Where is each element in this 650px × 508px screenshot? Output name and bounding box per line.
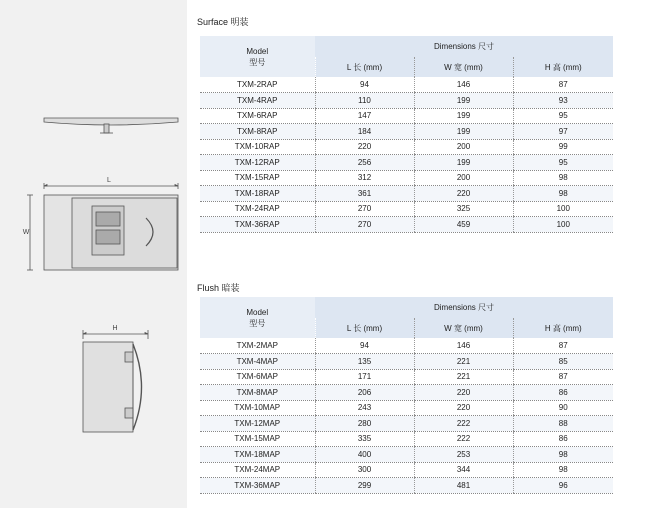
model-cell: TXM-10RAP [200, 139, 315, 155]
surface-section-title: Surface 明装 [197, 17, 249, 27]
model-cell: TXM-18RAP [200, 186, 315, 202]
table-row [200, 108, 613, 124]
dimensions-header: Dimensions 尺寸 [315, 36, 613, 57]
table-row [200, 93, 613, 109]
table-row [200, 400, 613, 416]
width-cell: 146 [414, 338, 513, 354]
width-cell: 459 [414, 217, 513, 233]
width-cell: 325 [414, 201, 513, 217]
height-cell: 85 [513, 354, 613, 370]
width-cell: 199 [414, 124, 513, 140]
model-cell: TXM-4MAP [200, 354, 315, 370]
height-cell: 98 [513, 462, 613, 478]
width-cell: 344 [414, 462, 513, 478]
height-cell: 86 [513, 385, 613, 401]
height-cell: 95 [513, 155, 613, 171]
height-cell: 98 [513, 170, 613, 186]
length-cell: 300 [315, 462, 414, 478]
length-cell: 220 [315, 139, 414, 155]
length-cell: 400 [315, 447, 414, 463]
height-cell: 97 [513, 124, 613, 140]
model-cell: TXM-2MAP [200, 338, 315, 354]
table-row [200, 354, 613, 370]
width-cell: 253 [414, 447, 513, 463]
model-cell: TXM-36MAP [200, 478, 315, 494]
model-header-cn: 型号 [249, 57, 266, 67]
table-row [200, 416, 613, 432]
table-row [200, 431, 613, 447]
model-cell: TXM-12RAP [200, 155, 315, 171]
width-cell: 222 [414, 431, 513, 447]
length-cell: 135 [315, 354, 414, 370]
dimension-label-h: H [112, 325, 118, 332]
dimension-label-l: L [107, 177, 111, 184]
model-cell: TXM-6MAP [200, 369, 315, 385]
model-cell: TXM-18MAP [200, 447, 315, 463]
height-header: H 高 (mm) [513, 57, 613, 77]
height-cell: 95 [513, 108, 613, 124]
height-cell: 99 [513, 139, 613, 155]
length-cell: 171 [315, 369, 414, 385]
height-cell: 100 [513, 217, 613, 233]
side-view-drawing [44, 118, 178, 133]
height-cell: 100 [513, 201, 613, 217]
table-row [200, 170, 613, 186]
length-cell: 280 [315, 416, 414, 432]
front-view-drawing [27, 183, 178, 270]
width-cell: 222 [414, 416, 513, 432]
table-row [200, 462, 613, 478]
table-row [200, 447, 613, 463]
width-cell: 220 [414, 385, 513, 401]
model-cell: TXM-10MAP [200, 400, 315, 416]
model-header [200, 297, 315, 338]
model-cell: TXM-8MAP [200, 385, 315, 401]
width-cell: 199 [414, 108, 513, 124]
model-header-en: Model [246, 307, 269, 317]
length-cell: 256 [315, 155, 414, 171]
width-cell: 199 [414, 93, 513, 109]
height-cell: 86 [513, 431, 613, 447]
length-cell: 94 [315, 77, 414, 93]
width-cell: 221 [414, 354, 513, 370]
flush-dimensions-table [200, 297, 613, 494]
model-cell: TXM-2RAP [200, 77, 315, 93]
model-header-cn: 型号 [249, 318, 266, 328]
height-cell: 98 [513, 186, 613, 202]
width-cell: 199 [414, 155, 513, 171]
model-cell: TXM-15RAP [200, 170, 315, 186]
height-cell: 90 [513, 400, 613, 416]
flush-side-view-drawing [83, 330, 148, 432]
height-cell: 88 [513, 416, 613, 432]
model-cell: TXM-36RAP [200, 217, 315, 233]
width-cell: 200 [414, 170, 513, 186]
model-header-en: Model [246, 46, 269, 56]
width-cell: 481 [414, 478, 513, 494]
length-cell: 361 [315, 186, 414, 202]
surface-dimensions-table [200, 36, 613, 233]
table-row [200, 478, 613, 494]
length-cell: 110 [315, 93, 414, 109]
length-cell: 94 [315, 338, 414, 354]
width-header: W 宽 (mm) [414, 57, 513, 77]
length-cell: 184 [315, 124, 414, 140]
model-cell: TXM-12MAP [200, 416, 315, 432]
width-cell: 146 [414, 77, 513, 93]
length-cell: 335 [315, 431, 414, 447]
length-cell: 147 [315, 108, 414, 124]
width-cell: 221 [414, 369, 513, 385]
model-cell: TXM-8RAP [200, 124, 315, 140]
height-header: H 高 (mm) [513, 318, 613, 338]
length-cell: 270 [315, 217, 414, 233]
length-cell: 312 [315, 170, 414, 186]
height-cell: 96 [513, 478, 613, 494]
table-row [200, 369, 613, 385]
enclosure-drawings [0, 0, 187, 508]
length-header: L 长 (mm) [315, 318, 414, 338]
height-cell: 93 [513, 93, 613, 109]
table-row [200, 217, 613, 233]
height-cell: 98 [513, 447, 613, 463]
height-cell: 87 [513, 369, 613, 385]
dimensions-header: Dimensions 尺寸 [315, 297, 613, 318]
length-cell: 243 [315, 400, 414, 416]
table-row [200, 139, 613, 155]
table-row [200, 155, 613, 171]
model-cell: TXM-24RAP [200, 201, 315, 217]
model-cell: TXM-24MAP [200, 462, 315, 478]
table-row [200, 385, 613, 401]
dimension-label-w: W [22, 229, 30, 236]
table-row [200, 77, 613, 93]
table-row [200, 338, 613, 354]
diagram-panel [0, 0, 187, 508]
height-cell: 87 [513, 77, 613, 93]
length-cell: 270 [315, 201, 414, 217]
model-header [200, 36, 315, 77]
height-cell: 87 [513, 338, 613, 354]
table-row [200, 124, 613, 140]
model-cell: TXM-6RAP [200, 108, 315, 124]
width-cell: 200 [414, 139, 513, 155]
table-row [200, 186, 613, 202]
table-row [200, 201, 613, 217]
length-cell: 299 [315, 478, 414, 494]
width-cell: 220 [414, 186, 513, 202]
width-header: W 宽 (mm) [414, 318, 513, 338]
length-cell: 206 [315, 385, 414, 401]
model-cell: TXM-4RAP [200, 93, 315, 109]
width-cell: 220 [414, 400, 513, 416]
length-header: L 长 (mm) [315, 57, 414, 77]
flush-section-title: Flush 暗装 [197, 283, 240, 293]
model-cell: TXM-15MAP [200, 431, 315, 447]
